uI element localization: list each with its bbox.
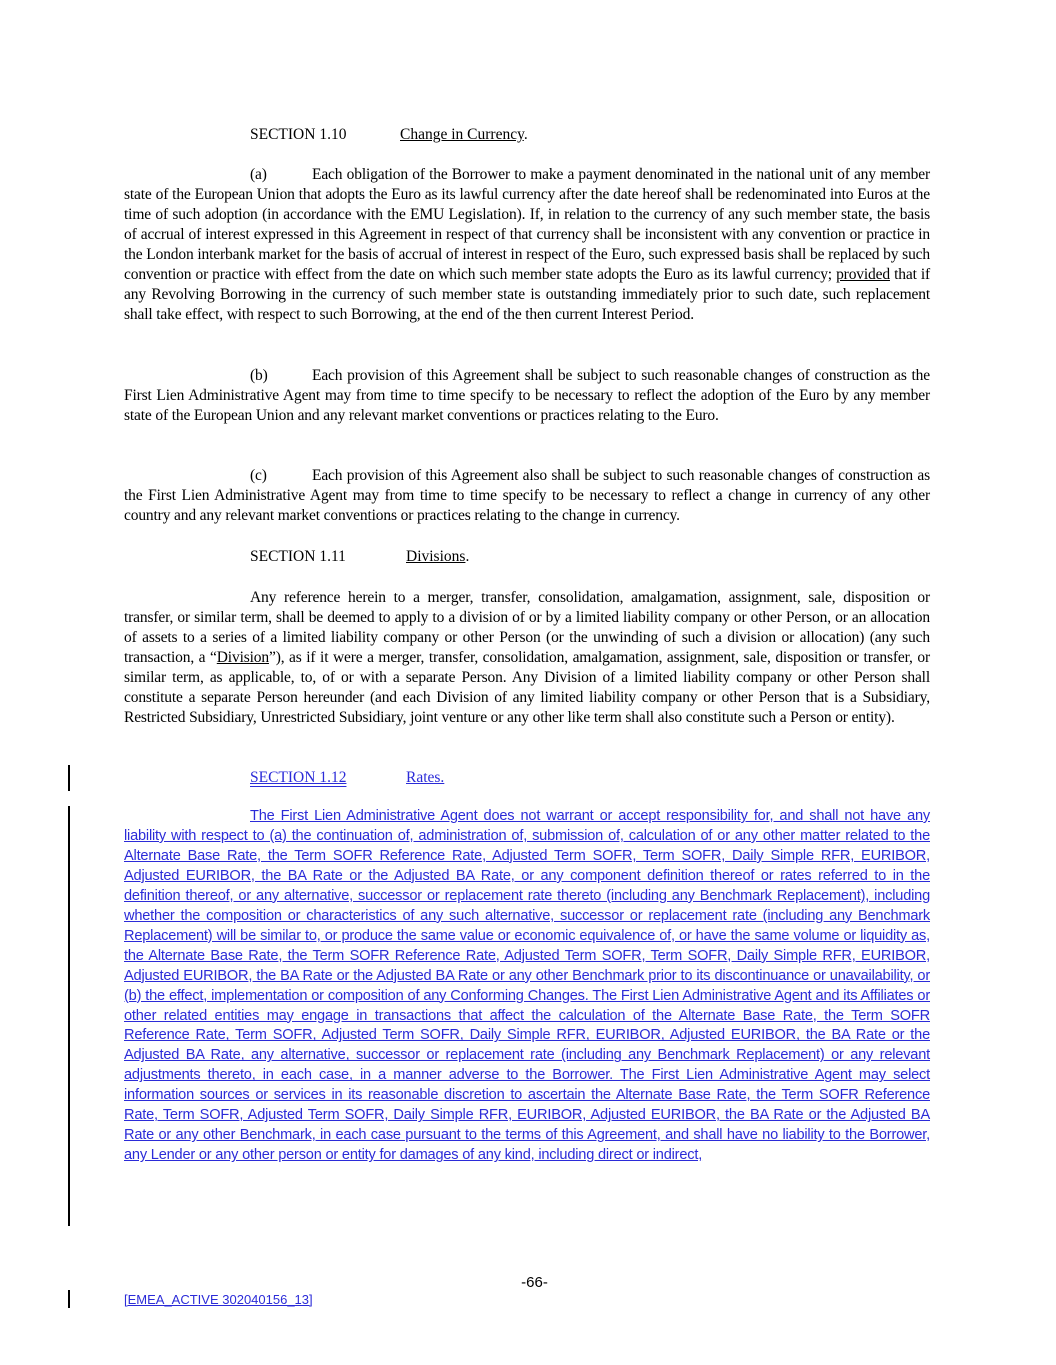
provided-term: provided: [836, 266, 890, 283]
document-reference: [EMEA_ACTIVE 302040156_13]: [124, 1292, 313, 1307]
divisions-paragraph: [124, 588, 930, 728]
division-term: Division: [216, 649, 269, 666]
section-number: SECTION 1.10: [250, 126, 347, 143]
section-1-10-heading: [250, 125, 528, 145]
paragraph-label: (b): [250, 367, 268, 384]
paragraph-label: (a): [250, 166, 267, 183]
section-1-11-heading: [250, 547, 469, 567]
section-title: Rates.: [406, 769, 445, 786]
paragraph-text: Each obligation of the Borrower to make a payment denominated in the national unit of any member state of the European Union that adopts the Euro as its lawful currency after the date hereof shall be redenominated into Euros at the time of such adoption (in accordance with the EMU Legislation). If, in relation to the currency of any such member state, the basis of accrual of interest expressed in this Agreement in respect of that currency shall be inconsistent with any convention or practice in the London interbank market for the basis of accrual of interest in respect of the Euro, such expressed basis shall be replaced by such convention or practice with effect from the date on which such member state adopts the Euro as its lawful currency;: [124, 166, 930, 283]
section-number: SECTION 1.11: [250, 548, 346, 565]
paragraph-text-cont: ”), as if it were a merger, transfer, consolidation, amalgamation, assignment, sale, disposition or transfer, or similar term, as applicable, to, of or with a separate Person. Any Division of a limited liability company or other Person shall constitute a separate Person hereunder (and each Division of any limited liability company or other Person that is a Subsidiary, Restricted Subsidiary, Unrestricted Subsidiary, joint venture or any other like term shall also constitute such a Person or entity).: [124, 649, 930, 726]
section-title-suffix: .: [523, 126, 528, 143]
change-bar: [68, 765, 70, 791]
section-title: Divisions: [406, 548, 466, 565]
rates-paragraph: [124, 807, 930, 1166]
change-bar: [68, 1290, 70, 1308]
paragraph-b: [124, 366, 930, 426]
section-number: SECTION 1.12: [250, 769, 347, 786]
paragraph-a: [124, 165, 930, 325]
page-number: -66-: [521, 1274, 548, 1291]
paragraph-text-cont: that if any Revolving Borrowing in the currency of such member state is outstanding immediately prior to such date, such replacement shall take effect, with respect to such Borrowing, at the end of the then current Interest Period.: [124, 266, 930, 323]
paragraph-c: [124, 466, 930, 526]
paragraph-text: Each provision of this Agreement also shall be subject to such reasonable changes of construction as the First Lien Administrative Agent may from time to time specify to be necessary to reflect a change in currency of any other country and any relevant market conventions or practices relating to the change in currency.: [124, 467, 930, 524]
paragraph-text: Each provision of this Agreement shall be subject to such reasonable changes of construction as the First Lien Administrative Agent may from time to time specify to be necessary to reflect the adoption of the Euro by any member state of the European Union and any relevant market conventions or practices relating to the Euro.: [124, 367, 930, 424]
section-1-12-heading: [250, 768, 444, 788]
paragraph-text: Any reference herein to a merger, transfer, consolidation, amalgamation, assignment, sale, disposition or transfer, or similar term, shall be deemed to apply to a division of or by a limited liability company or other Person, or an allocation of assets to a series of a limited liability company or other Person (or the unwinding of such a division or allocation) (any such transaction, a “: [124, 589, 930, 666]
section-title: Change in Currency: [400, 126, 524, 143]
paragraph-label: (c): [250, 467, 267, 484]
section-title-suffix: .: [465, 548, 470, 565]
change-bar: [68, 806, 70, 1226]
paragraph-text: The First Lien Administrative Agent does not warrant or accept responsibility for, and shall not have any liability with respect to (a) the continuation of, administration of, submission of, calculation of or any other matter related to the Alternate Base Rate, the Term SOFR Reference Rate, Adjusted Term SOFR, Term SOFR, Daily Simple RFR, EURIBOR, Adjusted EURIBOR, the BA Rate or the Adjusted BA Rate, or any component definition thereof or rates referred to in the definition thereof, or any alternative, successor or replacement rate thereto (including any Benchmark Replacement), including whether the composition or characteristics of any such alternative, successor or replacement rate (including any Benchmark Replacement) will be similar to, or produce the same value or economic equivalence of, or have the same volume or liquidity as, the Alternate Base Rate, the Term SOFR Reference Rate, Adjusted Term SOFR, Term SOFR, Daily Simple RFR, EURIBOR, Adjusted EURIBOR, the BA Rate or the Adjusted BA Rate or any other Benchmark prior to its discontinuance or unavailability, or (b) the effect, implementation or composition of any Conforming Changes. The First Lien Administrative Agent and its Affiliates or other related entities may engage in transactions that affect the calculation of the Alternate Base Rate, the Term SOFR Reference Rate, Term SOFR, Adjusted Term SOFR, Daily Simple RFR, EURIBOR, Adjusted EURIBOR, the BA Rate or the Adjusted BA Rate, any alternative, successor or replacement rate (including any Benchmark Replacement) or any relevant adjustments thereto, in each case, in a manner adverse to the Borrower. The First Lien Administrative Agent may select information sources or services in its reasonable discretion to ascertain the Alternate Base Rate, the Term SOFR Reference Rate, Term SOFR, Adjusted Term SOFR, Daily Simple RFR, EURIBOR, Adjusted EURIBOR, the BA Rate or the Adjusted BA Rate or any other Benchmark, in each case pursuant to the terms of this Agreement, and shall have no liability to the Borrower, any Lender or any other person or entity for damages of any kind, including direct or indirect,: [124, 808, 930, 1164]
